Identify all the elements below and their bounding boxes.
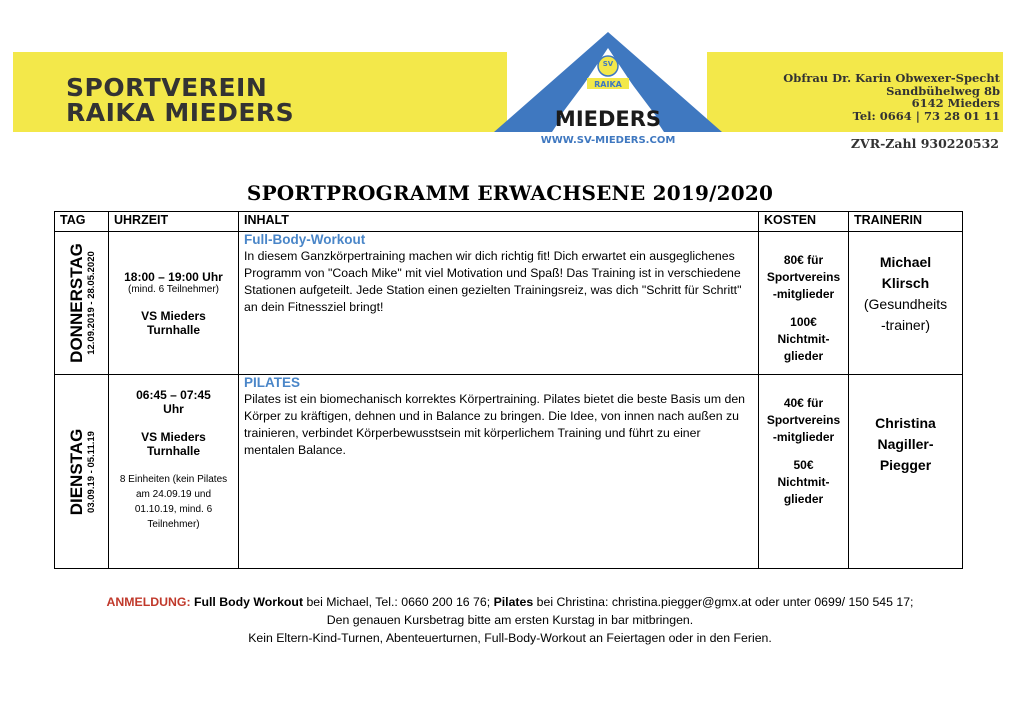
- registration-line: [0, 593, 1020, 611]
- trainer-line: (Gesundheits: [863, 296, 948, 312]
- content-cell: [239, 232, 759, 375]
- registration-label: ANMELDUNG:: [106, 595, 191, 609]
- time-value: 06:45 – 07:45: [136, 388, 211, 402]
- column-header-kosten: KOSTEN: [759, 212, 849, 232]
- course-description: Pilates ist ein biomechanisch korrektes Körpertraining. Pilates bietet die beste Basis um den Körper zu kräftigen, dehnen und in Balance zu bringen. Die Idee, von innen nach außen zu trainieren, verbindet Körperbewusstsein mit körperlichem Training und führt zu einer mentalen Balance.: [244, 392, 746, 457]
- location-line: VS Mieders: [141, 430, 206, 444]
- trainer-line: Klirsch: [881, 275, 930, 291]
- exclusions-note: Kein Eltern-Kind-Turnen, Abenteuerturnen, Full-Body-Workout an Feiertagen oder in den Ferien.: [248, 631, 772, 645]
- logo-mieders: MIEDERS: [554, 107, 662, 131]
- column-header-trainerin: TRAINERIN: [849, 212, 963, 232]
- club-name-line1: SPORTVEREIN: [66, 73, 268, 102]
- fbw-label: Full Body Workout: [193, 595, 304, 609]
- logo-raika: RAIKA: [594, 80, 622, 89]
- pilates-contact: bei Christina: christina.piegger@gmx.at oder unter 0699/ 150 545 17;: [533, 595, 914, 609]
- day-cell: [55, 375, 109, 569]
- day-dates: 03.09.19 - 05.11.19: [85, 430, 97, 513]
- trainer-line: Piegger: [879, 457, 932, 473]
- content-cell: [239, 375, 759, 569]
- cost-cell: [759, 375, 849, 569]
- payment-note: Den genauen Kursbetrag bitte am ersten Kurstag in bar mitbringen.: [326, 613, 694, 627]
- course-title: PILATES: [244, 375, 301, 390]
- table-row: [55, 375, 963, 569]
- program-table: [54, 211, 963, 569]
- location-line: VS Mieders: [141, 309, 206, 323]
- contact-line: Tel: 0664 | 73 28 01 11: [852, 108, 1000, 123]
- cost-line: 100€: [790, 315, 817, 329]
- trainer-line: Nagiller-: [877, 436, 934, 452]
- course-description: In diesem Ganzkörpertraining machen wir dich richtig fit! Dich erwartet ein ausgeglichenes Programm von "Coach Mike" mit viel Motivation und Spaß! Das Training ist in verschiedene Stationen aufgeteilt. Jede Station einen gezielten Trainingsreiz, was dich "Schritt für Schritt" an dein Fitnessziel bringt!: [244, 249, 742, 314]
- day-cell: [55, 232, 109, 375]
- time-note: (mind. 6 Teilnehmer): [128, 284, 219, 295]
- course-title: Full-Body-Workout: [244, 232, 366, 247]
- pilates-label: Pilates: [493, 595, 534, 609]
- cost-line: glieder: [783, 492, 824, 506]
- location-line: Turnhalle: [146, 323, 201, 337]
- trainer-cell: [849, 232, 963, 375]
- location-line: Turnhalle: [146, 444, 201, 458]
- contact-line: 6142 Mieders: [911, 96, 1000, 110]
- cost-line: 40€ für: [783, 396, 824, 410]
- cost-line: Nichtmit-: [777, 475, 830, 489]
- cost-line: -mitglieder: [772, 430, 835, 444]
- page-title: SPORTPROGRAMM ERWACHSENE 2019/2020: [246, 181, 774, 205]
- club-name: [66, 75, 294, 125]
- cost-line: glieder: [783, 349, 824, 363]
- cost-line: Sportvereins: [766, 413, 841, 427]
- cost-line: Nichtmit-: [777, 332, 830, 346]
- contact-line: Obfrau Dr. Karin Obwexer-Specht: [783, 71, 1000, 85]
- column-header-uhrzeit: UHRZEIT: [109, 212, 239, 232]
- logo-url: WWW.SV-MIEDERS.COM: [540, 135, 676, 146]
- day-name: DIENSTAG: [66, 428, 86, 515]
- club-logo: [490, 28, 726, 158]
- trainer-line: Christina: [875, 415, 936, 431]
- column-header-tag: TAG: [55, 212, 109, 232]
- table-row: [55, 232, 963, 375]
- time-value: Uhr: [163, 402, 184, 416]
- table-header-row: [55, 212, 963, 232]
- contact-line: Sandbühelweg 8b: [886, 83, 1000, 98]
- cost-line: Sportvereins: [766, 270, 841, 284]
- cost-line: 50€: [793, 458, 814, 472]
- cost-line: 80€ für: [783, 253, 824, 267]
- time-cell: [109, 232, 239, 375]
- cost-cell: [759, 232, 849, 375]
- extra-note: 8 Einheiten (kein Pilates am 24.09.19 und 01.10.19, mind. 6 Teilnehmer): [119, 474, 228, 530]
- trainer-cell: [849, 375, 963, 569]
- zvr-number: ZVR-Zahl 930220532: [850, 136, 999, 151]
- logo-sv: SV: [602, 60, 614, 68]
- club-name-line2: RAIKA MIEDERS: [66, 98, 295, 127]
- footer: [0, 593, 1020, 647]
- time-cell: [109, 375, 239, 569]
- club-contact: [783, 72, 1000, 122]
- cost-line: -mitglieder: [772, 287, 835, 301]
- fbw-contact: bei Michael, Tel.: 0660 200 16 76;: [303, 595, 494, 609]
- day-name: DONNERSTAG: [66, 243, 86, 363]
- time-value: 18:00 – 19:00 Uhr: [124, 270, 223, 284]
- day-dates: 12.09.2019 - 28.05.2020: [85, 251, 97, 355]
- trainer-line: -trainer): [880, 317, 930, 333]
- trainer-line: Michael: [879, 254, 932, 270]
- column-header-inhalt: INHALT: [239, 212, 759, 232]
